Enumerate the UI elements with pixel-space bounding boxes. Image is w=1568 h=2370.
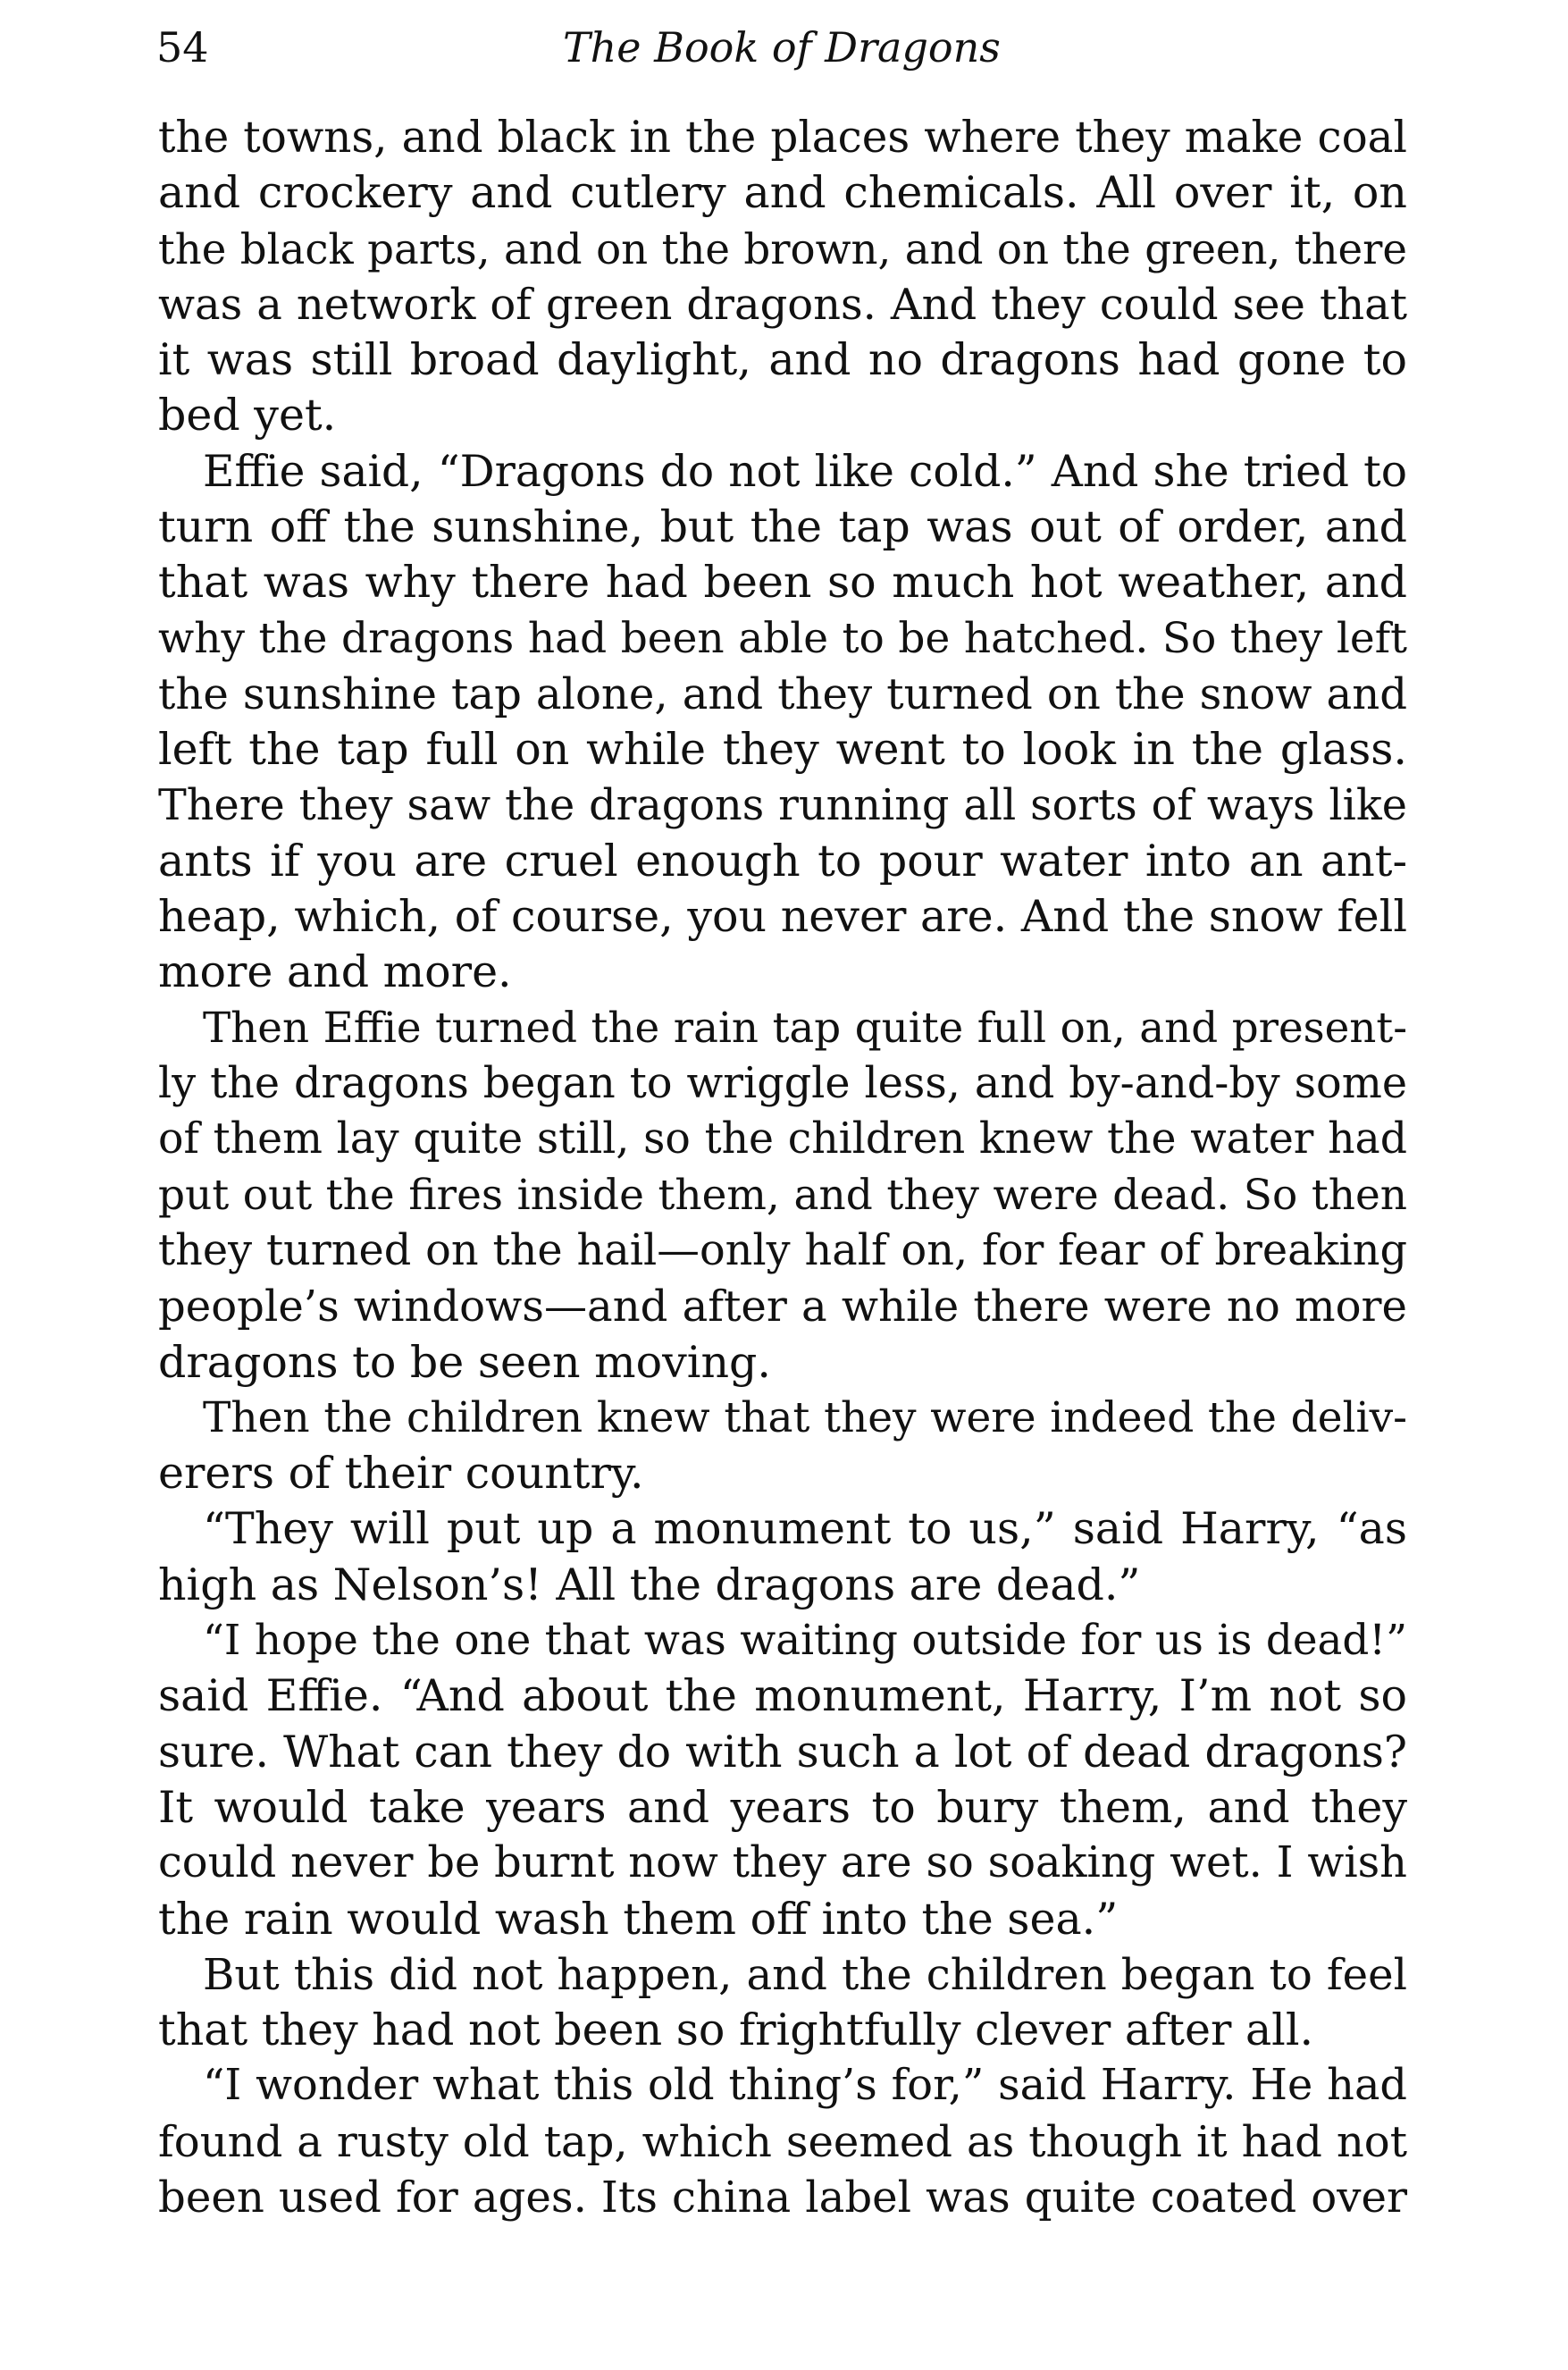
text-line: was a network of green dragons. And they could see that	[158, 279, 1407, 330]
text-line: been used for ages. Its china label was quite coated over	[158, 2172, 1407, 2223]
text-line: Effie said, “Dragons do not like cold.” And she tried to	[203, 446, 1407, 497]
text-line: It would take years and years to bury them, and they	[158, 1781, 1407, 1833]
text-line: “I wonder what this old thing’s for,” said Harry. He had	[203, 2061, 1407, 2111]
text-line: “They will put up a monument to us,” said Harry, “as	[203, 1503, 1407, 1555]
text-line: “I hope the one that was waiting outside for us is dead!”	[203, 1617, 1407, 1666]
running-head: The Book of Dragons	[563, 23, 1001, 71]
text-line: heap, which, of course, you never are. And the snow fell	[158, 891, 1407, 943]
page-number: 54	[156, 23, 209, 71]
text-line: that was why there had been so much hot weather, and	[158, 557, 1407, 609]
text-line: said Effie. “And about the monument, Harry, I’m not so	[158, 1670, 1407, 1722]
text-line: ants if you are cruel enough to pour water into an ant-	[158, 835, 1407, 887]
text-line: that they had not been so frightfully clever after all.	[158, 2004, 1314, 2056]
text-line: found a rusty old tap, which seemed as though it had not	[158, 2116, 1407, 2167]
text-line: more and more.	[158, 946, 512, 998]
text-line: they turned on the hail—only half on, for fear of breaking	[158, 1225, 1407, 1275]
text-line: could never be burnt now they are so soaking wet. I wish	[158, 1838, 1407, 1888]
text-line: Then Effie turned the rain tap quite full on, and present-	[203, 1004, 1407, 1053]
text-line: bed yet.	[158, 390, 337, 441]
text-line: the rain would wash them off into the sea.”	[158, 1893, 1119, 1945]
text-line: There they saw the dragons running all sorts of ways like	[158, 780, 1407, 830]
text-line: put out the fires inside them, and they were dead. So then	[158, 1170, 1407, 1220]
text-line: left the tap full on while they went to look in the glass.	[158, 724, 1407, 776]
text-line: the sunshine tap alone, and they turned on the snow and	[158, 668, 1407, 719]
text-line: erers of their country.	[158, 1448, 644, 1500]
text-line: ly the dragons began to wriggle less, and by-and-by some	[158, 1059, 1407, 1109]
text-line: people’s windows—and after a while there were no more	[158, 1282, 1407, 1332]
text-line: why the dragons had been able to be hatched. So they left	[158, 613, 1407, 663]
text-line: Then the children knew that they were indeed the deliv-	[203, 1392, 1407, 1442]
text-line: dragons to be seen moving.	[158, 1336, 771, 1388]
text-line: and crockery and cutlery and chemicals. All over it, on	[158, 167, 1407, 219]
text-line: of them lay quite still, so the children knew the water had	[158, 1114, 1407, 1164]
text-line: But this did not happen, and the children began to feel	[203, 1949, 1407, 2000]
text-line: turn off the sunshine, but the tap was out of order, and	[158, 501, 1407, 553]
text-line: the black parts, and on the brown, and on the green, there	[158, 224, 1407, 273]
page-header	[156, 16, 1407, 79]
text-line: the towns, and black in the places where they make coal	[158, 113, 1407, 163]
body-text	[158, 110, 1407, 2225]
text-line: sure. What can they do with such a lot of dead dragons?	[158, 1727, 1407, 1778]
text-line: high as Nelson’s! All the dragons are dead.”	[158, 1559, 1141, 1610]
text-line: it was still broad daylight, and no dragons had gone to	[158, 334, 1407, 386]
